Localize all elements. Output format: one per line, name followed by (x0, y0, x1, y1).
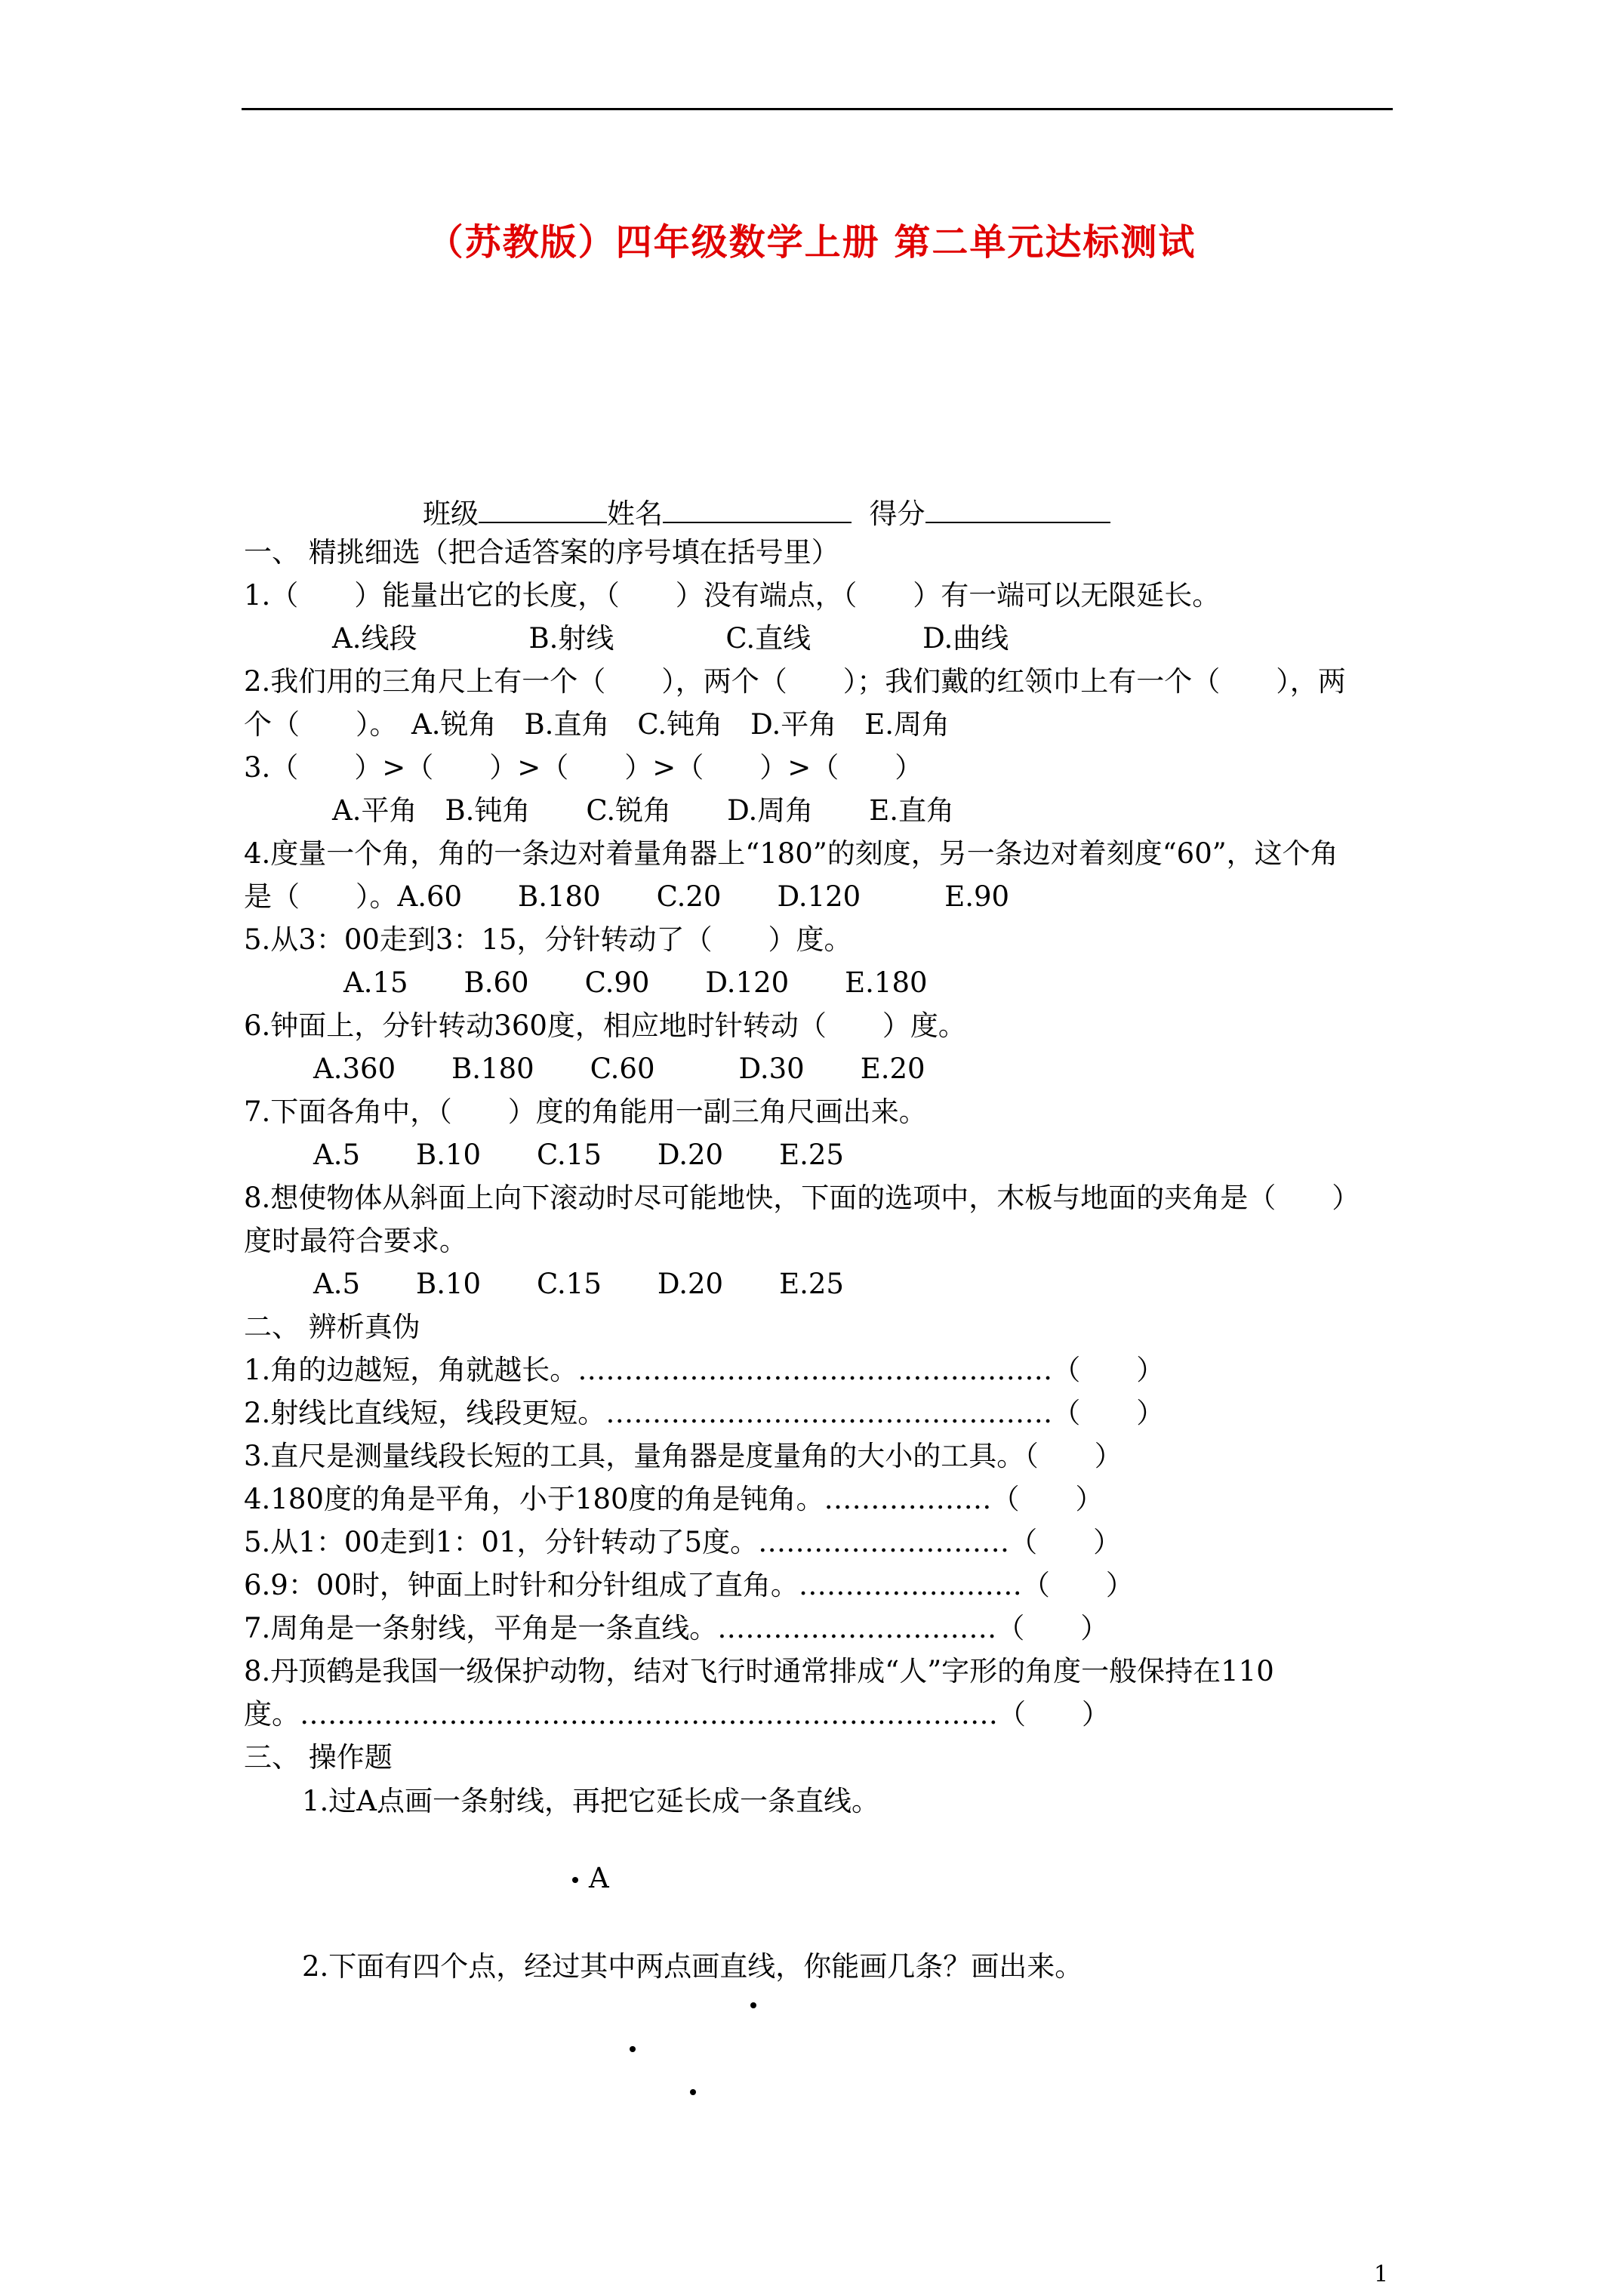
section3-heading: 三、 操作题 (244, 1741, 393, 1774)
s1-line: 5.从3：00走到3：15，分针转动了（ ）度。 (244, 923, 852, 956)
page-title: （苏教版）四年级数学上册 第二单元达标测试 (427, 221, 1196, 264)
s1-line: 3.（ ）>（ ）>（ ）>（ ）>（ ） (244, 751, 923, 784)
s1-line: 4.度量一个角，角的一条边对着量角器上“180”的刻度，另一条边对着刻度“60”，这个角 (244, 837, 1338, 870)
s2-line: 2.射线比直线短，线段更短。…………………………………………（ ） (244, 1397, 1165, 1429)
s2-line: 7.周角是一条射线，平角是一条直线。…………………………（ ） (244, 1612, 1109, 1644)
score-blank[interactable] (925, 495, 1110, 523)
s1-line: A.5 B.10 C.15 D.20 E.25 (313, 1268, 844, 1300)
section2-heading: 二、 辨析真伪 (244, 1311, 420, 1343)
score-label: 得分 (869, 498, 925, 530)
point-dot (750, 2002, 756, 2008)
operation-q2: 2.下面有四个点，经过其中两点画直线，你能画几条？画出来。 (302, 1950, 1083, 1983)
s1-line: A.平角 B.钝角 C.锐角 D.周角 E.直角 (332, 794, 955, 827)
s1-line: A.5 B.10 C.15 D.20 E.25 (313, 1139, 844, 1171)
point-dot (630, 2046, 636, 2052)
s2-line: 1.角的边越短，角就越长。……………………………………………（ ） (244, 1354, 1165, 1386)
header-rule (242, 108, 1393, 110)
s1-line: A.360 B.180 C.60 D.30 E.20 (313, 1052, 925, 1085)
student-info-line (423, 491, 1110, 532)
s1-line: A.15 B.60 C.90 D.120 E.180 (343, 966, 928, 999)
class-blank[interactable] (479, 495, 607, 523)
point-a-label: A (589, 1862, 609, 1894)
point-dot (690, 2089, 696, 2095)
class-label: 班级 (423, 498, 479, 530)
s2-line: 3.直尺是测量线段长短的工具，量角器是度量角的大小的工具。（ ） (244, 1440, 1123, 1472)
name-label: 姓名 (607, 498, 663, 530)
s1-line: 度时最符合要求。 (244, 1225, 467, 1257)
name-blank[interactable] (663, 495, 852, 523)
point-a-dot (572, 1877, 578, 1883)
s2-line: 8.丹顶鹤是我国一级保护动物，结对飞行时通常排成“人”字形的角度一般保持在110 (244, 1655, 1274, 1687)
s1-line: 2.我们用的三角尺上有一个（ ），两个（ ）；我们戴的红领巾上有一个（ ），两 (244, 665, 1346, 698)
s1-line: 7.下面各角中，（ ）度的角能用一副三角尺画出来。 (244, 1096, 927, 1128)
s1-line: 1.（ ）能量出它的长度，（ ）没有端点，（ ）有一端可以无限延长。 (244, 579, 1221, 612)
page-number: 1 (1374, 2261, 1389, 2288)
section1-heading: 一、 精挑细选（把合适答案的序号填在括号里） (244, 536, 839, 569)
s2-line: 6.9：00时，钟面上时针和分针组成了直角。……………………（ ） (244, 1569, 1134, 1601)
s2-line: 5.从1：00走到1：01，分针转动了5度。………………………（ ） (244, 1526, 1122, 1558)
s1-line: 6.钟面上，分针转动360度，相应地时针转动（ ）度。 (244, 1009, 966, 1042)
s2-line: 4.180度的角是平角，小于180度的角是钝角。………………（ ） (244, 1483, 1104, 1515)
s1-line: 个（ ）。 A.锐角 B.直角 C.钝角 D.平角 E.周角 (244, 708, 950, 741)
s2-line: 度。…………………………………………………………………（ ） (244, 1698, 1110, 1730)
s1-line: 8.想使物体从斜面上向下滚动时尽可能地快，下面的选项中，木板与地面的夹角是（ ） (244, 1182, 1360, 1214)
s1-line: A.线段 B.射线 C.直线 D.曲线 (332, 622, 1009, 655)
operation-q1: 1.过A点画一条射线，再把它延长成一条直线。 (302, 1785, 880, 1817)
s1-line: 是（ ）。A.60 B.180 C.20 D.120 E.90 (244, 880, 1010, 913)
